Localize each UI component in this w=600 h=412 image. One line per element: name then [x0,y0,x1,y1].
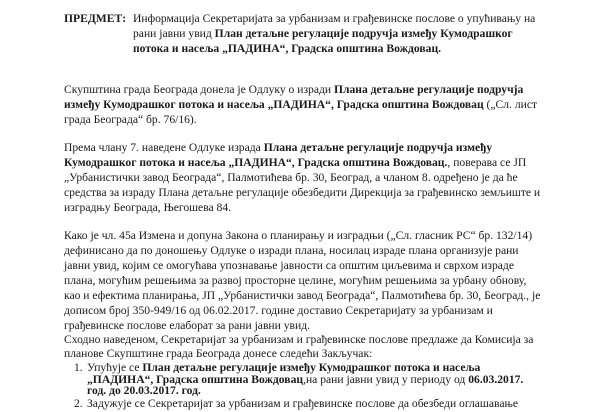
conclusion-item-2-number: 2. [74,397,83,410]
subject-plan-title: План детаљне регулације подручја између Кумодрашког [214,27,513,40]
para3-line-5: као и ефектима планирања, ЈП „Урбанистички завод Београда“, Палмотићева бр. 30, Београд., је [64,289,541,302]
subject-label: ПРЕДМЕТ: [64,12,127,25]
conclusion-item-1-plain: Упућује се [87,361,143,374]
para2-line-3: „Урбанистички завод Београда“, Палмотићева бр. 30, Београд, а чланом 8. одређено је да ће [64,171,518,184]
para3-line-4: плана, могућим решењима за развој просторне целине, могућим решењима за урбану обнову, [64,274,527,287]
para1-line-1 [64,83,523,98]
subject-line-2-plain: рани јавни увид [133,27,215,40]
conclusion-item-1-line-2-bold: „ПАДИНА“, Градска општина Вождовац [87,373,304,386]
para2-line-1 [64,141,492,156]
para2-line-1-plain: Према члану 7. наведене Одлуке израда [64,141,264,154]
para2-line-2-bold: Кумодрашког потока и насеља „ПАДИНА“, Градска општина Вождовац. [64,156,448,169]
para3-line-2: дефинисано да по доношењу Одлуке о изради плана, носилац израде плана организује рани [64,244,519,257]
conclusion-item-1-plan-title: План детаљне регулације између Кумодрашког потока и насеља [142,361,481,374]
para1-line-3: града Београда“ бр. 76/16). [64,113,197,126]
para1-line-2-bold: између Кумодрашког потока и насеља „ПАДИНА“, Градска општина Вождовац [64,98,484,111]
para1-line-1-plain: Скупштина града Београда донела је Одлуку о изради [64,83,334,96]
para1-plan-title: Плана детаљне регулације подручја [333,83,524,96]
conclusion-item-1-number: 1. [74,361,83,374]
subject-line-2 [133,27,513,42]
para4-line-1: Сходно наведеном, Секретаријат за урбанизам и грађевинске послове предлаже да Комисија за [64,333,534,346]
para4-line-2: планове Скупштине града Београда донесе следећи Закључак: [64,347,373,360]
para3-line-6: дописом број 350-949/16 од 06.02.2017. године доставио Секретаријату за урбанизам и [64,304,493,317]
para3-line-1: Како је чл. 45а Измена и допуна Закона о планирању и изградњи („Сл. гласник РС“ бр. 132/14) [64,229,533,242]
para2-line-2 [64,156,526,171]
conclusion-item-2-line-1: Задужује се Секретаријат за урбанизам и грађевинске послове да обезбеди оглашавање [87,397,519,410]
para1-line-2-plain: („Сл. лист [483,98,538,111]
para2-line-5: изградњу Београда, Његошева 84. [64,201,232,214]
conclusion-item-1-line-3: год. до 20.03.2017. год. [87,384,201,397]
conclusion-item-1-start-date: 06.03.2017. [468,373,524,386]
para2-line-4: средства за израду Плана детаљне регулације обезбедити Дирекција за грађевинско земљиште и [64,186,541,199]
para3-line-3: јавни увид, којим се омогућава упознавање јавности са општим циљевима и сврхом израде [64,259,514,272]
subject-line-1 [133,12,595,27]
subject-line-1-text: Информација Секретаријата за урбанизам и грађевинске послове о упућивању на [133,12,536,25]
para2-plan-title: Плана детаљне регулације подручја између [263,141,493,154]
subject-line-3: потока и насеља „ПАДИНА“, Градска општина Вождовац. [133,42,442,55]
para3-line-7: грађевинске послове елаборат за рани јавни увид. [64,319,311,332]
para1-line-2 [64,98,537,113]
para2-line-2-plain: , поверава се ЈП [447,156,527,169]
conclusion-item-1-line-2-plain: ,на рани јавни увид у периоду од [303,373,469,386]
